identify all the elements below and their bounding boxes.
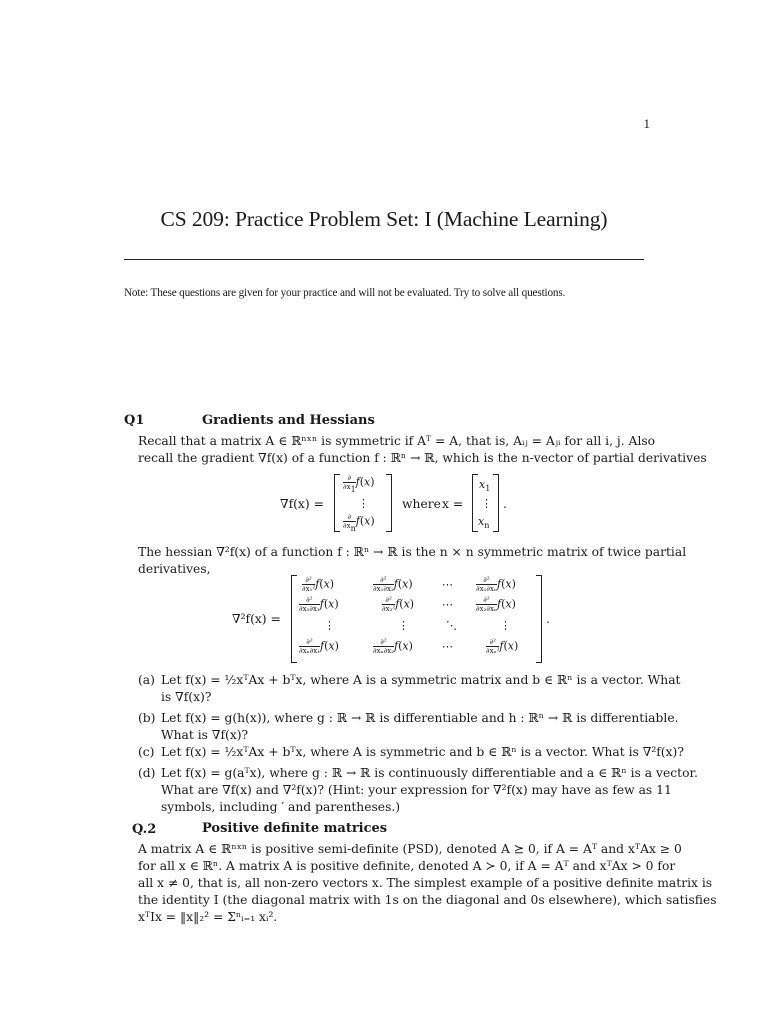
q1-item-b-line2: What is ∇f(x)? <box>161 728 249 742</box>
q2-title: Positive definite matrices <box>202 821 388 836</box>
gradient-left-bracket <box>334 474 340 532</box>
gradient-entry-n: $\frac{\partial}{\partial x_n}$ f(x) <box>343 513 375 533</box>
practice-note: Note: These questions are given for your practice and will not be evaluated. Try to solve all questions. <box>124 287 566 299</box>
hessian-line2: derivatives, <box>138 562 211 576</box>
gradient-vdots: ⋮ <box>358 497 369 510</box>
q1-item-d-line2: What are ∇f(x) and ∇²f(x)? (Hint: your expression for ∇²f(x) may have as few as 11 <box>161 783 672 797</box>
hessian-cdots-2: ⋯ <box>442 598 453 611</box>
x-vector-entry-n: $x_n$ <box>478 515 490 530</box>
hessian-vdots-2: ⋮ <box>398 619 409 632</box>
hessian-cdots-3: ⋯ <box>442 640 453 653</box>
hessian-entry-nn: $\frac{\text{∂²}}{\text{∂xₙ²}}$ f(x) <box>486 638 519 655</box>
gradient-x-label: x = <box>442 497 464 511</box>
hessian-entry-12: $\frac{\text{∂²}}{\text{∂x₁∂x₂}}$ f(x) <box>373 576 413 593</box>
q1-title: Gradients and Hessians <box>202 413 375 428</box>
hessian-entry-11: $\frac{\text{∂²}}{\text{∂x₁²}}$ f(x) <box>302 576 335 593</box>
q1-item-a-line2: is ∇f(x)? <box>161 690 212 704</box>
page-title: CS 209: Practice Problem Set: I (Machine Learning) <box>160 207 608 231</box>
hessian-entry-22: $\frac{\text{∂²}}{\text{∂x₂²}}$ f(x) <box>382 596 415 613</box>
gradient-right-bracket <box>386 474 392 532</box>
x-vector-right-bracket <box>493 474 499 532</box>
q1-item-d-line1: Let f(x) = g(aᵀx), where g : ℝ → ℝ is continuously differentiable and a ∈ ℝⁿ is a vector. <box>161 766 698 780</box>
page-number: 1 <box>643 116 650 131</box>
hessian-entry-1n: $\frac{\text{∂²}}{\text{∂x₁∂xₙ}}$ f(x) <box>476 576 516 593</box>
hessian-entry-21: $\frac{\text{∂²}}{\text{∂x₂∂x₁}}$ f(x) <box>299 596 339 613</box>
q1-item-c-label: (c) <box>138 745 155 759</box>
hessian-entry-2n: $\frac{\text{∂²}}{\text{∂x₂∂xₙ}}$ f(x) <box>476 596 516 613</box>
q1-item-d-label: (d) <box>138 766 156 780</box>
hessian-period: . <box>546 612 550 626</box>
q1-item-b-label: (b) <box>138 711 156 725</box>
x-vector-vdots: ⋮ <box>481 497 492 510</box>
title-divider <box>124 259 644 260</box>
x-vector-entry-1: $x_1$ <box>479 478 491 493</box>
q2-line4: the identity I (the diagonal matrix with 1s on the diagonal and 0s elsewhere), which satisfies <box>138 893 717 907</box>
gradient-period: . <box>503 497 507 511</box>
hessian-entry-n1: $\frac{\text{∂²}}{\text{∂xₙ∂x₁}}$ f(x) <box>299 638 339 655</box>
hessian-right-bracket <box>536 575 542 663</box>
q2-line5: xᵀIx = ‖x‖₂² = Σⁿᵢ₌₁ xᵢ². <box>138 910 278 924</box>
q1-item-d-line3: symbols, including ′ and parentheses.) <box>161 800 401 814</box>
hessian-cdots-1: ⋯ <box>442 578 453 591</box>
gradient-lhs: ∇f(x) = <box>280 497 324 511</box>
hessian-line1: The hessian ∇²f(x) of a function f : ℝⁿ → ℝ is the n × n symmetric matrix of twice partial <box>138 545 687 559</box>
q1-item-a-label: (a) <box>138 673 155 687</box>
hessian-ddots: ⋱ <box>446 619 457 632</box>
gradient-where: where <box>402 497 441 511</box>
q1-intro-line1: Recall that a matrix A ∈ ℝⁿˣⁿ is symmetric if Aᵀ = A, that is, Aᵢⱼ = Aⱼᵢ for all i, j. Also <box>138 434 656 448</box>
q2-number: Q.2 <box>132 822 157 837</box>
q1-number: Q1 <box>124 413 145 428</box>
q2-line2: for all x ∈ ℝⁿ. A matrix A is positive definite, denoted A ≻ 0, if A = Aᵀ and xᵀAx > 0 for <box>138 859 676 873</box>
q1-item-b-line1: Let f(x) = g(h(x)), where g : ℝ → ℝ is differentiable and h : ℝⁿ → ℝ is differentiable. <box>161 711 679 725</box>
hessian-vdots-1: ⋮ <box>324 619 335 632</box>
hessian-vdots-3: ⋮ <box>500 619 511 632</box>
q2-line1: A matrix A ∈ ℝⁿˣⁿ is positive semi-definite (PSD), denoted A ⪰ 0, if A = Aᵀ and xᵀAx ≥ 0 <box>138 842 682 856</box>
q2-line3: all x ≠ 0, that is, all non-zero vectors x. The simplest example of a positive definite matrix is <box>138 876 713 890</box>
q1-item-a-line1: Let f(x) = ½xᵀAx + bᵀx, where A is a symmetric matrix and b ∈ ℝⁿ is a vector. What <box>161 673 681 687</box>
q1-intro-line2: recall the gradient ∇f(x) of a function f : ℝⁿ → ℝ, which is the n-vector of partial derivatives <box>138 451 707 465</box>
q1-item-c-line1: Let f(x) = ½xᵀAx + bᵀx, where A is symmetric and b ∈ ℝⁿ is a vector. What is ∇²f(x)? <box>161 745 684 759</box>
gradient-entry-1: $\frac{\partial}{\partial x_1}$ f(x) <box>343 474 375 494</box>
hessian-entry-n2: $\frac{\text{∂²}}{\text{∂xₙ∂x₂}}$ f(x) <box>373 638 413 655</box>
hessian-lhs: ∇²f(x) = <box>232 612 281 626</box>
hessian-left-bracket <box>291 575 297 663</box>
